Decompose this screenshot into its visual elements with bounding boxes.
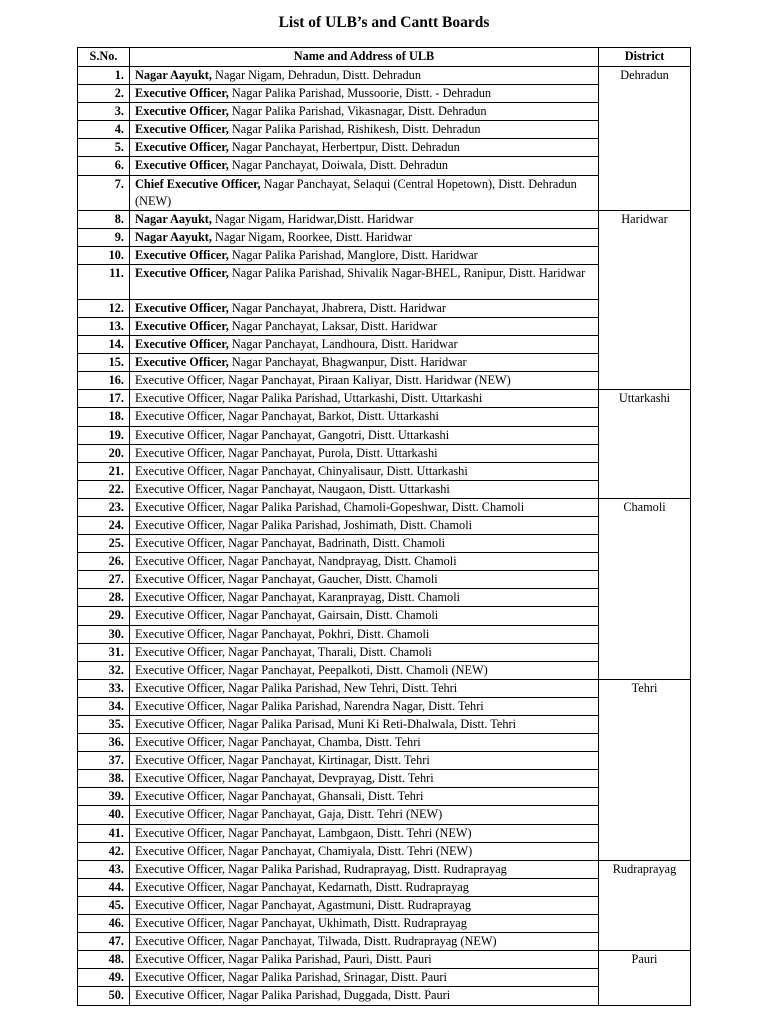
ulb-name-address-cell [130,354,599,372]
serial-number-cell: 45. [78,896,130,914]
serial-number-cell: 43. [78,860,130,878]
ulb-name-address-cell [130,788,599,806]
ulb-name-address-cell [130,210,599,228]
officer-title: Executive Officer, [135,86,229,101]
serial-number-cell: 1. [78,67,130,85]
serial-number-cell: 41. [78,824,130,842]
serial-number-cell: 47. [78,933,130,951]
district-cell: Dehradun [599,67,691,211]
officer-title: Executive Officer, [135,355,229,370]
serial-number-cell: 27. [78,571,130,589]
page-title: List of ULB’s and Cantt Boards [278,14,490,31]
officer-title: Nagar Aayukt, [135,211,212,226]
ulb-name-address-cell [130,246,599,264]
serial-number-cell: 42. [78,842,130,860]
serial-number-cell: 48. [78,951,130,969]
officer-title: Executive Officer, [135,104,229,119]
serial-number-cell: 46. [78,915,130,933]
ulb-address-text: Nagar Panchayat, Selaqui (Central Hopetown), Distt. Dehradun (NEW) [135,176,577,208]
ulb-address-text: Executive Officer, Nagar Palika Parishad, Chamoli-Gopeshwar, Distt. Chamoli [135,499,525,514]
ulb-name-address-cell [130,969,599,987]
serial-number-cell: 13. [78,317,130,335]
serial-number-cell: 18. [78,408,130,426]
ulb-address-text: Executive Officer, Nagar Panchayat, Nandprayag, Distt. Chamoli [135,554,457,569]
ulb-address-text: Nagar Palika Parishad, Mussoorie, Distt. - Dehradun [228,86,492,101]
ulb-name-address-cell [130,878,599,896]
serial-number-cell: 23. [78,498,130,516]
header-district: District [599,48,691,67]
officer-title: Executive Officer, [135,122,229,137]
serial-number-cell: 30. [78,625,130,643]
serial-number-cell: 25. [78,535,130,553]
ulb-name-address-cell [130,103,599,121]
ulb-address-text: Executive Officer, Nagar Panchayat, Lambgaon, Distt. Tehri (NEW) [135,825,472,840]
ulb-address-text: Executive Officer, Nagar Panchayat, Naugaon, Distt. Uttarkashi [135,481,450,496]
ulb-address-text: Executive Officer, Nagar Palika Parishad, Narendra Nagar, Distt. Tehri [135,698,484,713]
ulb-name-address-cell [130,480,599,498]
ulb-address-text: Executive Officer, Nagar Panchayat, Chinyalisaur, Distt. Uttarkashi [135,463,468,478]
ulb-address-text: Executive Officer, Nagar Panchayat, Ghansali, Distt. Tehri [135,789,424,804]
table-row [78,390,691,408]
serial-number-cell: 6. [78,157,130,175]
ulb-name-address-cell [130,426,599,444]
ulb-name-address-cell [130,390,599,408]
header-row [78,48,691,67]
serial-number-cell: 31. [78,643,130,661]
district-cell: Pauri [599,951,691,1005]
serial-number-cell: 35. [78,716,130,734]
serial-number-cell: 8. [78,210,130,228]
serial-number-cell: 37. [78,752,130,770]
officer-title: Executive Officer, [135,300,229,315]
ulb-name-address-cell [130,157,599,175]
officer-title: Executive Officer, [135,247,229,262]
ulb-address-text: Executive Officer, Nagar Panchayat, Tharali, Distt. Chamoli [135,644,432,659]
table-row [78,679,691,697]
ulb-name-address-cell [130,444,599,462]
ulb-address-text: Nagar Panchayat, Laksar, Distt. Haridwar [228,318,438,333]
ulb-address-text: Executive Officer, Nagar Palika Parishad, Pauri, Distt. Pauri [135,952,432,967]
ulb-address-text: Executive Officer, Nagar Palika Parishad, Rudraprayag, Distt. Rudraprayag [135,861,507,876]
ulb-address-text: Executive Officer, Nagar Panchayat, Gaja, Distt. Tehri (NEW) [135,807,443,822]
officer-title: Executive Officer, [135,265,229,280]
district-cell: Tehri [599,679,691,860]
serial-number-cell: 26. [78,553,130,571]
table-row [78,210,691,228]
ulb-address-text: Executive Officer, Nagar Panchayat, Chamiyala, Distt. Tehri (NEW) [135,843,473,858]
ulb-name-address-cell [130,752,599,770]
ulb-address-text: Executive Officer, Nagar Palika Parishad, New Tehri, Distt. Tehri [135,680,458,695]
ulb-address-text: Nagar Panchayat, Landhoura, Distt. Haridwar [228,337,458,352]
ulb-name-address-cell [130,139,599,157]
ulb-name-address-cell [130,933,599,951]
ulb-name-address-cell [130,121,599,139]
ulb-address-text: Executive Officer, Nagar Panchayat, Ukhimath, Distt. Rudraprayag [135,916,467,931]
serial-number-cell: 17. [78,390,130,408]
serial-number-cell: 21. [78,462,130,480]
ulb-name-address-cell [130,498,599,516]
ulb-address-text: Nagar Panchayat, Doiwala, Distt. Dehradun [228,158,449,173]
serial-number-cell: 29. [78,607,130,625]
ulb-name-address-cell [130,264,599,299]
serial-number-cell: 50. [78,987,130,1005]
ulb-name-address-cell [130,571,599,589]
ulb-address-text: Nagar Palika Parishad, Vikasnagar, Distt. Dehradun [228,104,487,119]
serial-number-cell: 5. [78,139,130,157]
officer-title: Executive Officer, [135,158,229,173]
ulb-name-address-cell [130,951,599,969]
serial-number-cell: 12. [78,299,130,317]
ulb-address-text: Executive Officer, Nagar Panchayat, Barkot, Distt. Uttarkashi [135,409,439,424]
ulb-address-text: Executive Officer, Nagar Palika Parisad, Muni Ki Reti-Dhalwala, Distt. Tehri [135,717,516,731]
ulb-address-text: Executive Officer, Nagar Panchayat, Kedarnath, Distt. Rudraprayag [135,879,469,894]
officer-title: Executive Officer, [135,337,229,352]
ulb-name-address-cell [130,372,599,390]
serial-number-cell: 44. [78,878,130,896]
officer-title: Nagar Aayukt, [135,68,212,82]
ulb-address-text: Executive Officer, Nagar Palika Parishad, Uttarkashi, Distt. Uttarkashi [135,391,483,406]
ulb-name-address-cell [130,987,599,1005]
ulb-name-address-cell [130,824,599,842]
ulb-address-text: Executive Officer, Nagar Panchayat, Gairsain, Distt. Chamoli [135,608,439,623]
ulb-address-text: Executive Officer, Nagar Panchayat, Agastmuni, Distt. Rudraprayag [135,897,471,912]
ulb-address-text: Nagar Nigam, Haridwar,Distt. Haridwar [211,211,414,226]
serial-number-cell: 15. [78,354,130,372]
ulb-name-address-cell [130,661,599,679]
serial-number-cell: 40. [78,806,130,824]
ulb-address-text: Nagar Palika Parishad, Manglore, Distt. Haridwar [228,247,478,262]
table-row [78,860,691,878]
ulb-name-address-cell [130,643,599,661]
ulb-address-text: Nagar Panchayat, Herbertpur, Distt. Dehradun [228,140,460,155]
ulb-name-address-cell [130,915,599,933]
ulb-address-text: Executive Officer, Nagar Panchayat, Pokhri, Distt. Chamoli [135,626,430,641]
table-row [78,498,691,516]
ulb-address-text: Executive Officer, Nagar Panchayat, Peepalkoti, Distt. Chamoli (NEW) [135,662,488,677]
serial-number-cell: 19. [78,426,130,444]
ulb-address-text: Executive Officer, Nagar Panchayat, Tilwada, Distt. Rudraprayag (NEW) [135,934,497,949]
ulb-name-address-cell [130,67,599,85]
ulb-name-address-cell [130,299,599,317]
serial-number-cell: 24. [78,516,130,534]
ulb-name-address-cell [130,679,599,697]
header-sno: S.No. [78,48,130,67]
ulb-address-text: Nagar Nigam, Dehradun, Distt. Dehradun [211,68,421,82]
ulb-address-text: Executive Officer, Nagar Panchayat, Kirtinagar, Distt. Tehri [135,753,430,768]
ulb-name-address-cell [130,697,599,715]
district-cell: Haridwar [599,210,691,390]
ulb-name-address-cell [130,462,599,480]
serial-number-cell: 22. [78,480,130,498]
ulb-address-text: Executive Officer, Nagar Panchayat, Piraan Kaliyar, Distt. Haridwar (NEW) [135,373,511,388]
serial-number-cell: 3. [78,103,130,121]
serial-number-cell: 39. [78,788,130,806]
ulb-name-address-cell [130,734,599,752]
ulb-address-text: Nagar Nigam, Roorkee, Distt. Haridwar [211,229,413,244]
ulb-address-text: Nagar Palika Parishad, Shivalik Nagar-BHEL, Ranipur, Distt. Haridwar [228,265,586,280]
ulb-address-text: Executive Officer, Nagar Panchayat, Gangotri, Distt. Uttarkashi [135,427,450,442]
ulb-address-text: Nagar Panchayat, Bhagwanpur, Distt. Haridwar [228,355,467,370]
ulb-name-address-cell [130,806,599,824]
ulb-name-address-cell [130,85,599,103]
ulb-name-address-cell [130,175,599,210]
ulb-address-text: Executive Officer, Nagar Panchayat, Purola, Distt. Uttarkashi [135,445,438,460]
serial-number-cell: 38. [78,770,130,788]
ulb-name-address-cell [130,553,599,571]
officer-title: Chief Executive Officer, [135,176,261,191]
ulb-name-address-cell [130,860,599,878]
ulb-address-text: Executive Officer, Nagar Panchayat, Gaucher, Distt. Chamoli [135,572,438,587]
ulb-name-address-cell [130,228,599,246]
table-row [78,67,691,85]
table-row [78,951,691,969]
header-name-address: Name and Address of ULB [130,48,599,67]
serial-number-cell: 11. [78,264,130,299]
serial-number-cell: 7. [78,175,130,210]
serial-number-cell: 33. [78,679,130,697]
ulb-name-address-cell [130,896,599,914]
serial-number-cell: 14. [78,336,130,354]
serial-number-cell: 49. [78,969,130,987]
serial-number-cell: 36. [78,734,130,752]
ulb-name-address-cell [130,842,599,860]
table-body [78,67,691,1006]
ulb-name-address-cell [130,336,599,354]
ulb-address-text: Executive Officer, Nagar Palika Parishad, Duggada, Distt. Pauri [135,988,451,1003]
serial-number-cell: 20. [78,444,130,462]
ulb-name-address-cell [130,625,599,643]
serial-number-cell: 9. [78,228,130,246]
ulb-name-address-cell [130,516,599,534]
serial-number-cell: 16. [78,372,130,390]
ulb-name-address-cell [130,535,599,553]
ulb-name-address-cell [130,607,599,625]
serial-number-cell: 34. [78,697,130,715]
ulb-address-text: Executive Officer, Nagar Palika Parishad, Srinagar, Distt. Pauri [135,970,447,985]
serial-number-cell: 32. [78,661,130,679]
district-cell: Chamoli [599,498,691,679]
ulb-name-address-cell [130,716,599,734]
officer-title: Executive Officer, [135,140,229,155]
officer-title: Nagar Aayukt, [135,229,212,244]
ulb-name-address-cell [130,770,599,788]
ulb-address-text: Executive Officer, Nagar Panchayat, Devprayag, Distt. Tehri [135,771,434,786]
officer-title: Executive Officer, [135,318,229,333]
table-header [78,48,691,67]
ulb-address-text: Executive Officer, Nagar Panchayat, Badrinath, Distt. Chamoli [135,536,446,551]
ulb-address-text: Executive Officer, Nagar Panchayat, Karanprayag, Distt. Chamoli [135,590,461,605]
ulb-name-address-cell [130,317,599,335]
serial-number-cell: 2. [78,85,130,103]
ulb-name-address-cell [130,408,599,426]
serial-number-cell: 10. [78,246,130,264]
serial-number-cell: 4. [78,121,130,139]
ulb-address-text: Executive Officer, Nagar Panchayat, Chamba, Distt. Tehri [135,735,421,750]
district-cell: Rudraprayag [599,860,691,950]
serial-number-cell: 28. [78,589,130,607]
ulb-name-address-cell [130,589,599,607]
ulb-table [77,47,691,1006]
district-cell: Uttarkashi [599,390,691,499]
ulb-address-text: Executive Officer, Nagar Palika Parishad, Joshimath, Distt. Chamoli [135,517,473,532]
ulb-address-text: Nagar Palika Parishad, Rishikesh, Distt. Dehradun [228,122,481,137]
ulb-address-text: Nagar Panchayat, Jhabrera, Distt. Haridwar [228,300,446,315]
